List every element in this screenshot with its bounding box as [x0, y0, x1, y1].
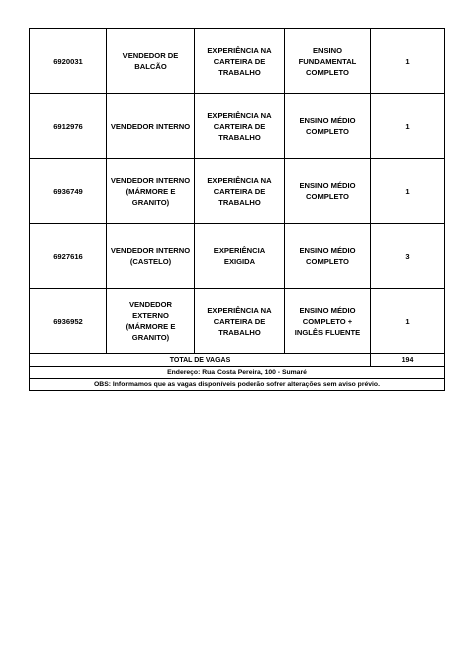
job-role: VENDEDOR EXTERNO (MÁRMORE E GRANITO)	[107, 289, 195, 354]
table-row	[30, 159, 445, 224]
total-value: 194	[371, 354, 445, 367]
job-education: ENSINO MÉDIO COMPLETO	[285, 94, 371, 159]
table-row	[30, 289, 445, 354]
notice-text: OBS: Informamos que as vagas disponíveis poderão sofrer alterações sem aviso prévio.	[30, 379, 445, 391]
job-code: 6920031	[30, 29, 107, 94]
job-role: VENDEDOR INTERNO	[107, 94, 195, 159]
job-vacancies: 1	[371, 94, 445, 159]
address-row	[30, 367, 445, 379]
job-code: 6936749	[30, 159, 107, 224]
job-vacancies: 3	[371, 224, 445, 289]
table-row	[30, 29, 445, 94]
job-education: ENSINO MÉDIO COMPLETO + INGLÊS FLUENTE	[285, 289, 371, 354]
job-requirement: EXPERIÊNCIA NA CARTEIRA DE TRABALHO	[195, 159, 285, 224]
total-label: TOTAL DE VAGAS	[30, 354, 371, 367]
job-education: ENSINO MÉDIO COMPLETO	[285, 224, 371, 289]
job-role: VENDEDOR INTERNO (MÁRMORE E GRANITO)	[107, 159, 195, 224]
job-vacancies: 1	[371, 159, 445, 224]
job-vacancies-table	[29, 28, 445, 391]
job-vacancies: 1	[371, 289, 445, 354]
job-code: 6936952	[30, 289, 107, 354]
job-requirement: EXPERIÊNCIA NA CARTEIRA DE TRABALHO	[195, 29, 285, 94]
notice-row	[30, 379, 445, 391]
job-education: ENSINO MÉDIO COMPLETO	[285, 159, 371, 224]
table-row	[30, 224, 445, 289]
job-education: ENSINO FUNDAMENTAL COMPLETO	[285, 29, 371, 94]
job-role: VENDEDOR DE BALCÃO	[107, 29, 195, 94]
job-requirement: EXPERIÊNCIA NA CARTEIRA DE TRABALHO	[195, 289, 285, 354]
table-row	[30, 94, 445, 159]
job-vacancies: 1	[371, 29, 445, 94]
job-code: 6912976	[30, 94, 107, 159]
total-row	[30, 354, 445, 367]
job-role: VENDEDOR INTERNO (CASTELO)	[107, 224, 195, 289]
job-code: 6927616	[30, 224, 107, 289]
job-requirement: EXPERIÊNCIA EXIGIDA	[195, 224, 285, 289]
address-text: Endereço: Rua Costa Pereira, 100 - Sumaré	[30, 367, 445, 379]
job-requirement: EXPERIÊNCIA NA CARTEIRA DE TRABALHO	[195, 94, 285, 159]
